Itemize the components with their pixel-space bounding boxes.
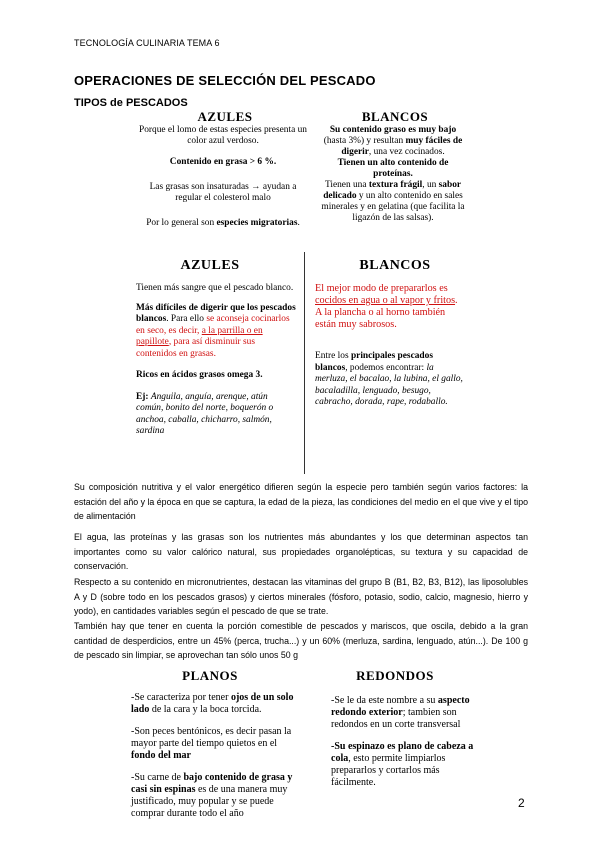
box3-left-heading: PLANOS: [182, 668, 238, 683]
box2-left-p4: Ej: Anguila, anguía, arenque, atún común, bonito del norte, boquerón o anchoa, caballa, chicharro, salmón, sardina: [136, 391, 274, 436]
box1-right-column: [318, 125, 468, 224]
column-divider: [304, 252, 305, 474]
box2-right-p2: A la plancha o al horno también están muy sabrosos.: [315, 307, 446, 330]
paragraph-1: Su composición nutritiva y el valor energético difieren según la especie pero también según varios factores: la estación del año y la época en que se captura, la edad de la pieza, las condiciones del medio en el que vive y el tipo de alimentación: [74, 482, 528, 521]
paragraph-3: Respecto a su contenido en micronutrientes, destacan las vitaminas del grupo B (B1, B2, B3, B12), las liposolubles A y D (sobre todo en los pescados grasos) y ciertos minerales (fósforo, potasio, sodio, calcio, magnesio, hierro y yodo), en cantidades variables según el pescado de que se trate.: [74, 577, 528, 616]
page-title: OPERACIONES DE SELECCIÓN DEL PESCADO: [74, 73, 376, 88]
box1-left-column: [138, 125, 308, 229]
section-subtitle: TIPOS de PESCADOS: [74, 97, 188, 109]
box2-right-p1: El mejor modo de prepararlos es cocidos en agua o al vapor y fritos.: [315, 283, 458, 306]
box1-left-heading: AZULES: [197, 109, 253, 124]
box2-left-p3: Ricos en ácidos grasos omega 3.: [136, 370, 263, 380]
box2-right-p3: Entre los principales pescados blancos, podemos encontrar: la merluza, el bacalao, la lubina, el gallo, bacaladilla, lenguado, besugo, cabracho, dorada, rape, rodaballo.: [315, 351, 463, 407]
page-number: 2: [518, 796, 525, 810]
box1-left-p3: Las grasas son insaturadas → ayudan a regular el colesterol malo: [149, 182, 297, 203]
box1-right-p3: Tienen una textura frágil, un sabor delicado y un alto contenido en sales minerales y en gelatina (que facilita la ligazón de las salsas).: [321, 180, 465, 223]
box3-right-heading: REDONDOS: [356, 668, 434, 683]
box3-left-p2: -Son peces bentónicos, es decir pasan la mayor parte del tiempo quietos en el fondo del mar: [131, 726, 292, 761]
box2-left-column: [136, 283, 296, 438]
box2-left-p1: Tienen más sangre que el pescado blanco.: [136, 283, 294, 293]
box1-left-p2: Contenido en grasa > 6 %.: [169, 157, 277, 167]
paragraph-4: También hay que tener en cuenta la porción comestible de pescados y mariscos, que oscila, debido a la gran cantidad de desperdicios, entre un 45% (perca, trucha...) y un 60% (merluza, sardina, lenguado, atún...). De 100 g de pescado sin limpiar, se aprovechan tan sólo unos 50 g: [74, 621, 528, 660]
box2-left-p2: Más difíciles de digerir que los pescados blancos. Para ello se aconseja cocinarlos en seco, es decir, a la parrilla o en papillote, para así disminuir sus contenidos en grasas.: [136, 302, 296, 359]
box1-right-p1: Su contenido graso es muy bajo (hasta 3%) y resultan muy fáciles de digerir, una vez cocinados.: [323, 125, 463, 157]
box3-right-column: [331, 695, 481, 789]
box2-right-heading: BLANCOS: [359, 258, 431, 273]
box1-left-p4: Por lo general son especies migratorias.: [146, 218, 300, 228]
box3-left-column: [131, 692, 299, 820]
box2-right-column: [315, 283, 465, 409]
running-header: TECNOLOGÍA CULINARIA TEMA 6: [74, 38, 220, 48]
box1-right-heading: BLANCOS: [361, 109, 429, 124]
box1-right-p2: Tienen un alto contenido de proteínas.: [337, 158, 449, 179]
box3-right-p2: -Su espinazo es plano de cabeza a cola, esto permite limpiarlos prepararlos y cortarlos más fácilmente.: [331, 741, 474, 788]
paragraph-2: El agua, las proteínas y las grasas son los nutrientes más abundantes y los que determinan aspectos tan importantes como su valor calórico natural, sus propiedades organolépticas, su textura y su capacidad de conservación.: [74, 532, 528, 571]
box3-left-p1: -Se caracteriza por tener ojos de un solo lado de la cara y la boca torcida.: [131, 692, 294, 715]
box2-left-heading: AZULES: [180, 258, 240, 273]
box1-left-p1: Porque el lomo de estas especies presenta un color azul verdoso.: [139, 125, 307, 146]
box3-left-p3: -Su carne de bajo contenido de grasa y casi sin espinas es de una manera muy justificado, muy popular y se puede comprar durante todo el año: [131, 772, 293, 819]
box3-right-p1: -Se le da este nombre a su aspecto redondo exterior; tambien son redondos en un corte transversal: [331, 695, 470, 730]
